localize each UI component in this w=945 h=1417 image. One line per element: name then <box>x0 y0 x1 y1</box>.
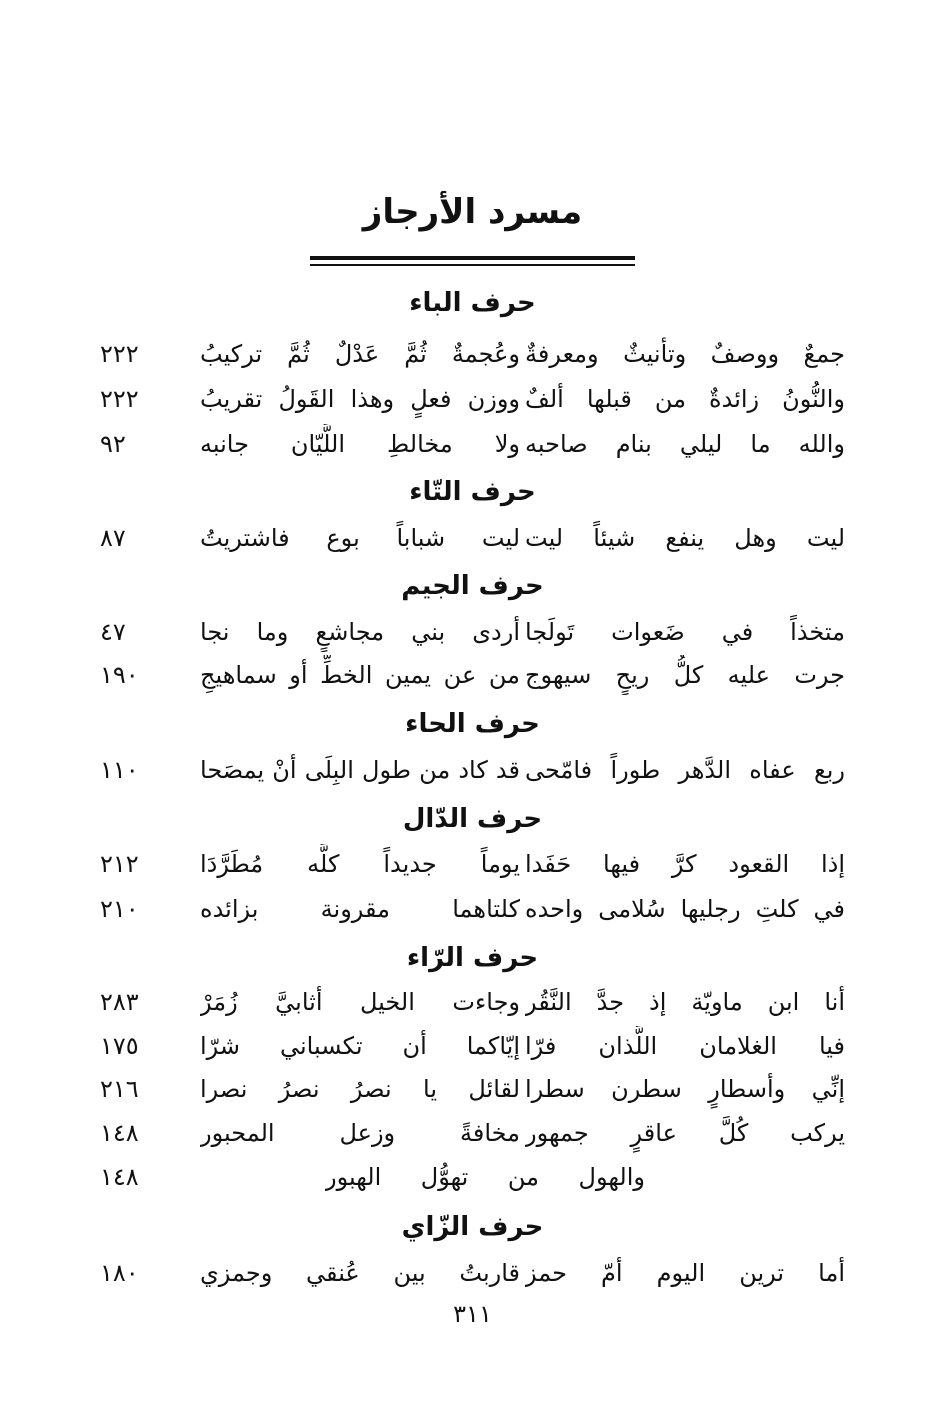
verse-row <box>100 379 845 419</box>
verse-row <box>100 424 845 464</box>
verse-page-ref: ١٤٨ <box>100 1163 139 1191</box>
verse-second-hemistich: وعُجمةٌ ثُمَّ عَدْلٌ ثُمَّ تركيبُ <box>200 340 520 368</box>
verse-second-hemistich: مخافةً وزعل المحبور <box>200 1119 520 1147</box>
verse-second-hemistich: وجاءت الخيل أثابيَّ زُمَرْ <box>200 988 520 1016</box>
verse-second-hemistich: قاربتُ بين عُنقي وجمزي <box>200 1259 520 1287</box>
verse-page-ref: ٤٧ <box>100 618 126 646</box>
verse-second-hemistich: يوماً جديداً كلَّه مُطَرَّدَا <box>200 850 520 878</box>
verse-first-hemistich: ربع عفاه الدَّهر طوراً فامّحى <box>525 756 845 784</box>
verse-first-hemistich: أنا ابن ماويّة إذ جدَّ النَّقُر <box>525 988 845 1016</box>
section-heading-ta: حرف التّاء <box>409 477 536 507</box>
verse-row <box>100 750 845 790</box>
verse-row <box>100 1069 845 1109</box>
section-heading-dal: حرف الدّال <box>402 804 543 834</box>
verse-first-hemistich: جمعٌ ووصفٌ وتأنيثٌ ومعرفةٌ <box>525 340 845 368</box>
verse-first-hemistich: أما ترين اليوم أمّ حمز <box>525 1259 845 1287</box>
verse-first-hemistich: يركب كُلَّ عاقرٍ جمهور <box>525 1119 845 1147</box>
verse-second-hemistich: ولا مخالطِ اللَّيّان جانبه <box>200 430 520 458</box>
section-heading-zay: حرف الزّاي <box>401 1212 544 1242</box>
verse-row <box>100 655 845 695</box>
verse-row <box>100 612 845 652</box>
title-rule-thin <box>310 264 635 266</box>
verse-row <box>100 518 845 558</box>
verse-first-hemistich: إذا القعود كرَّ فيها حَفَدا <box>525 850 845 878</box>
verse-single-hemistich: والهول من تهوُّل الهبور <box>325 1163 645 1191</box>
section-heading-ha: حرف الحاء <box>405 709 540 739</box>
verse-page-ref: ١٧٥ <box>100 1032 139 1060</box>
verse-second-hemistich: ليت شباباً بوع فاشتريتُ <box>200 524 520 552</box>
verse-second-hemistich: كلتاهما مقرونة بزائده <box>200 895 520 923</box>
verse-page-ref: ٢٢٢ <box>100 385 139 413</box>
verse-page-ref: ٢٨٣ <box>100 988 139 1016</box>
title-rule-thick <box>310 256 635 260</box>
verse-page-ref: ٨٧ <box>100 524 126 552</box>
verse-second-hemistich: من عن يمين الخطِّ أو سماهيجِ <box>200 661 520 689</box>
verse-row <box>100 889 845 929</box>
page-number: ٣١١ <box>453 1300 492 1328</box>
verse-second-hemistich: ووزن فعلٍ وهذا القَولُ تقريبُ <box>200 385 520 413</box>
verse-page-ref: ٢٢٢ <box>100 340 139 368</box>
verse-first-hemistich: إنِّي وأسطارٍ سطرن سطرا <box>525 1075 845 1103</box>
verse-row <box>100 844 845 884</box>
verse-first-hemistich: متخذاً في ضَعوات تَولَجا <box>525 618 845 646</box>
verse-page-ref: ١١٠ <box>100 756 139 784</box>
verse-row <box>100 1113 845 1153</box>
section-heading-ra: حرف الرّاء <box>406 943 539 973</box>
verse-first-hemistich: في كلتِ رجليها سُلامى واحده <box>525 895 845 923</box>
verse-page-ref: ١٤٨ <box>100 1119 139 1147</box>
verse-page-ref: ١٩٠ <box>100 661 139 689</box>
section-heading-jim: حرف الجيم <box>401 571 544 601</box>
verse-row <box>100 1157 845 1197</box>
verse-first-hemistich: والنُّونُ زائدةٌ من قبلها ألفٌ <box>525 385 845 413</box>
verse-first-hemistich: فيا الغلامان اللَّذان فرّا <box>525 1032 845 1060</box>
verse-page-ref: ٢١٠ <box>100 895 139 923</box>
verse-page-ref: ٢١٢ <box>100 850 139 878</box>
verse-row <box>100 982 845 1022</box>
verse-second-hemistich: أردى بني مجاشعٍ وما نجا <box>200 618 520 646</box>
section-heading-ba: حرف الباء <box>409 288 536 318</box>
verse-page-ref: ٩٢ <box>100 430 126 458</box>
verse-row <box>100 1026 845 1066</box>
verse-second-hemistich: قد كاد من طول البِلَى أنْ يمصَحا <box>200 756 520 784</box>
verse-first-hemistich: جرت عليه كلُّ ريحٍ سيهوج <box>525 661 845 689</box>
verse-first-hemistich: والله ما ليلي بنام صاحبه <box>525 430 845 458</box>
verse-first-hemistich: ليت وهل ينفع شيئاً ليت <box>525 524 845 552</box>
page-title: مسرد الأرجاز <box>362 192 583 232</box>
verse-row <box>100 1253 845 1293</box>
verse-second-hemistich: إيّاكما أن تكسباني شرّا <box>200 1032 520 1060</box>
verse-page-ref: ١٨٠ <box>100 1259 139 1287</box>
verse-second-hemistich: لقائل يا نصرُ نصرُ نصرا <box>200 1075 520 1103</box>
verse-page-ref: ٢١٦ <box>100 1075 139 1103</box>
verse-row <box>100 334 845 374</box>
